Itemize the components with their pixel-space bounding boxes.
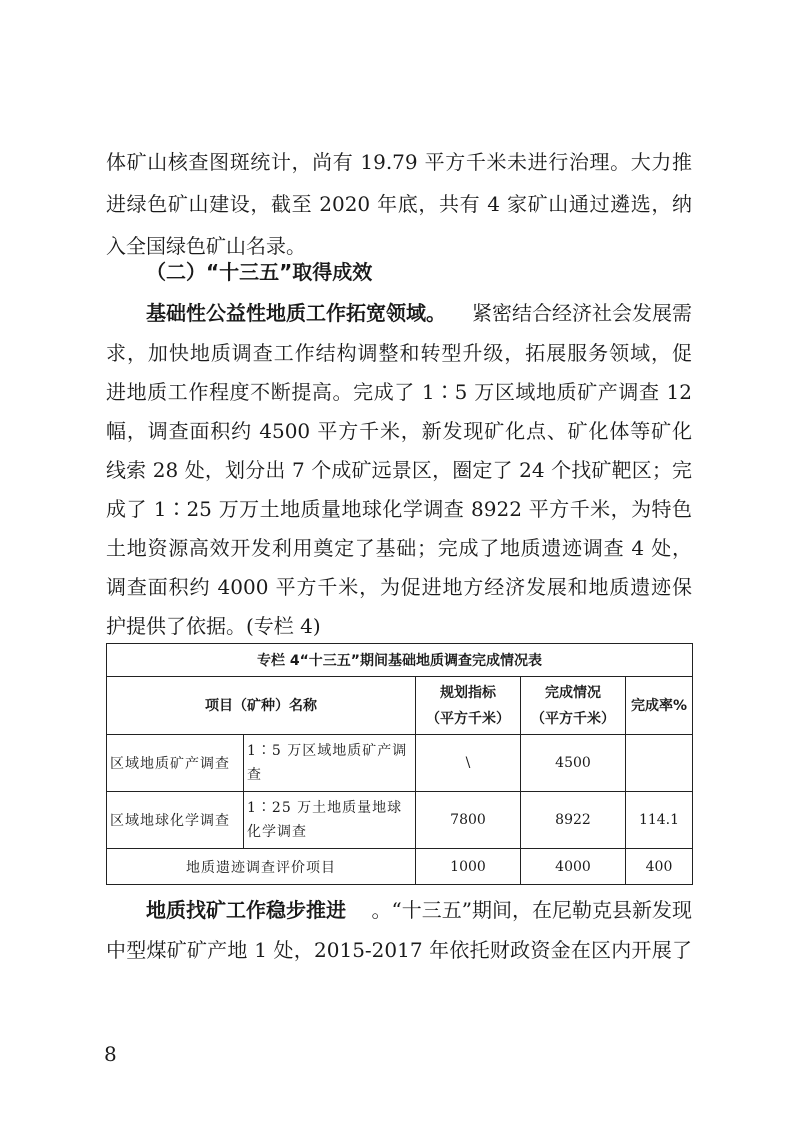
row-completed: 8922 [521,792,626,849]
table-caption: 专栏 4“十三五”期间基础地质调查完成情况表 [107,644,693,677]
table-header-row [107,677,693,735]
header-rate: 完成率% [626,677,693,735]
row-rate: 114.1 [626,792,693,849]
row-category: 区域地质矿产调查 [107,735,244,792]
paragraph-prospecting-line-1 [146,896,692,924]
header-item-name: 项目（矿种）名称 [107,677,416,735]
paragraph-geology-line-6: 成了 1∶25 万万土地质量地球化学调查 8922 平方千米，为特色 [106,497,692,521]
paragraph-geology-line-2: 求，加快地质调查工作结构调整和转型升级，拓展服务领域，促 [106,341,692,365]
paragraph-geology-line-4: 幅，调查面积约 4500 平方千米，新发现矿化点、矿化体等矿化 [106,419,692,443]
paragraph-prospecting-line-2: 中型煤矿矿产地 1 处，2015-2017 年依托财政资金在区内开展了 [106,938,692,962]
paragraph-geology-line-7: 土地资源高效开发利用奠定了基础；完成了地质遗迹调查 4 处， [106,536,692,560]
paragraph-intro-line-1: 体矿山核查图斑统计，尚有 19.79 平方千米未进行治理。大力推 [106,150,692,174]
row-rate: 400 [626,849,693,885]
paragraph-intro-line-3: 入全国绿色矿山名录。 [106,234,306,258]
paragraph-prospecting-lead: 地质找矿工作稳步推进 [146,898,346,922]
paragraph-intro-line-2: 进绿色矿山建设，截至 2020 年底，共有 4 家矿山通过遴选，纳 [106,192,692,216]
paragraph-geology-line-3: 进地质工作程度不断提高。完成了 1∶5 万区域地质矿产调查 12 [106,380,692,404]
row-planned: 7800 [416,792,521,849]
paragraph-geology-lead: 基础性公益性地质工作拓宽领域。 [146,301,446,325]
paragraph-geology-line-1-rest: 紧密结合经济社会发展需 [472,301,692,325]
row-item: 1∶5 万区域地质矿产调查 [244,735,416,792]
row-rate [626,735,693,792]
section-heading: （二）“十三五”取得成效 [146,260,373,284]
header-completed [521,677,626,735]
header-completed-line-2: （平方千米） [531,710,615,727]
paragraph-geology-line-8: 调查面积约 4000 平方千米，为促进地方经济发展和地质遗迹保 [106,575,692,599]
paragraph-prospecting-line-1-rest: 。“十三五”期间，在尼勒克县新发现 [371,898,692,922]
paragraph-geology-line-5: 线索 28 处，划分出 7 个成矿远景区，圈定了 24 个找矿靶区；完 [106,458,692,482]
table-row [107,735,693,792]
row-planned: \ [416,735,521,792]
table-row [107,849,693,885]
row-item: 1∶25 万土地质量地球化学调查 [244,792,416,849]
row-category: 地质遗迹调查评价项目 [107,849,416,885]
page-number: 8 [104,1042,117,1066]
table-row [107,792,693,849]
header-planned-line-1: 规划指标 [440,684,496,701]
row-completed: 4500 [521,735,626,792]
paragraph-geology-line-9: 护提供了依据。(专栏 4) [106,614,321,638]
paragraph-geology-line-1 [146,299,692,327]
header-completed-line-1: 完成情况 [545,684,601,701]
row-completed: 4000 [521,849,626,885]
survey-completion-table [106,643,693,885]
header-planned [416,677,521,735]
row-category: 区域地球化学调查 [107,792,244,849]
row-planned: 1000 [416,849,521,885]
header-planned-line-2: （平方千米） [426,710,510,727]
